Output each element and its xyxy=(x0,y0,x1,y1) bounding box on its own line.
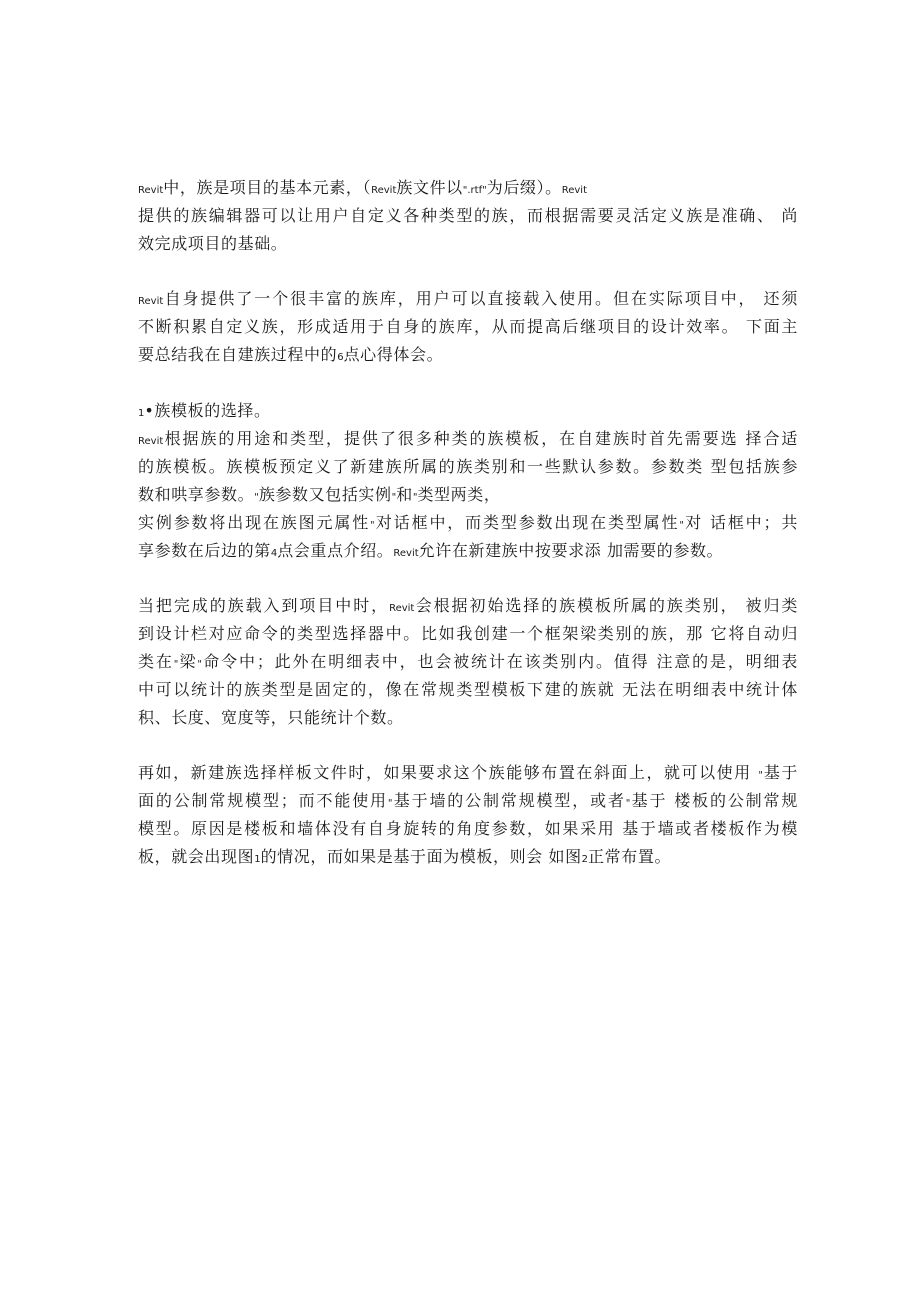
text-segment: 当把完成的族载入到项目中时， xyxy=(138,596,390,615)
text-segment: 数和哄享参数。 xyxy=(138,485,255,504)
latin-inline-text: " xyxy=(370,520,375,531)
text-line xyxy=(138,509,798,537)
text-segment: 提供的族编辑器可以让用户自定义各种类型的族，而根据需要灵活定义族是准确、 尚 xyxy=(138,206,798,225)
text-segment: 为后缀）。 xyxy=(486,178,562,197)
line-content xyxy=(138,847,671,866)
paragraph-face-based-template xyxy=(138,759,798,871)
line-content xyxy=(138,485,500,504)
text-segment: 根据族的用途和类型，提供了很多种类的族模板，在自建族时首先需要选 择合适 xyxy=(163,429,798,448)
text-line xyxy=(138,787,798,815)
line-content xyxy=(138,401,271,420)
latin-inline-text: " xyxy=(391,492,397,503)
text-segment: 基于 xyxy=(762,763,799,782)
text-line xyxy=(138,537,798,565)
text-line xyxy=(138,592,798,620)
text-segment: 会根据初始选择的族模板所属的族类别， 被归类 xyxy=(414,596,798,615)
text-segment: 不断积累自定义族，形成适用于自身的族库，从而提高后继项目的设计效率。 下面主 xyxy=(138,317,798,336)
latin-inline-text: " xyxy=(758,770,763,781)
text-segment: 的情况，而如果是基于面为模板，则会 如图 xyxy=(260,847,582,866)
text-segment: 享参数在后边的第 xyxy=(138,541,271,560)
line-content xyxy=(138,509,798,537)
line-content xyxy=(138,425,798,453)
text-segment: 效完成项目的基础。 xyxy=(138,234,288,253)
text-segment: 类型两类， xyxy=(417,485,501,504)
latin-inline-text: Revit xyxy=(393,548,419,559)
text-segment: 要总结我在自建族过程中的 xyxy=(138,345,338,364)
text-segment: 正常布置。 xyxy=(588,847,672,866)
latin-inline-text: ".rtf" xyxy=(462,185,487,196)
line-content xyxy=(138,453,798,481)
text-line xyxy=(138,815,798,843)
latin-inline-text: " xyxy=(173,659,179,670)
paragraph-family-library xyxy=(138,285,798,369)
paragraph-intro xyxy=(138,174,798,258)
text-segment: 和 xyxy=(396,485,413,504)
paragraph-family-category xyxy=(138,592,798,732)
text-line xyxy=(138,648,798,676)
text-line xyxy=(138,397,798,425)
latin-inline-text: 1 xyxy=(138,408,145,419)
text-segment: 族参数又包括实例 xyxy=(258,485,392,504)
latin-inline-text: Revit xyxy=(371,185,397,196)
text-segment: 中，族是项目的基本元素，（ xyxy=(163,178,372,197)
text-segment: 对话框中，而类型参数出现在类型属性 xyxy=(374,513,680,532)
latin-inline-text: " xyxy=(679,520,684,531)
line-content xyxy=(138,178,587,197)
line-content xyxy=(138,234,287,253)
text-line xyxy=(138,425,798,453)
text-line xyxy=(138,676,798,704)
line-content xyxy=(138,285,798,313)
line-content xyxy=(138,592,798,620)
text-line xyxy=(138,341,798,369)
text-segment: 点心得体会。 xyxy=(343,345,444,364)
text-line xyxy=(138,174,798,202)
text-line xyxy=(138,759,798,787)
text-line xyxy=(138,453,798,481)
latin-inline-text: Revit xyxy=(389,603,415,614)
text-line xyxy=(138,843,798,871)
text-line xyxy=(138,704,798,732)
latin-inline-text: Revit xyxy=(138,185,164,196)
line-content xyxy=(138,815,798,843)
text-line xyxy=(138,481,798,509)
latin-inline-text: " xyxy=(197,659,203,670)
text-segment: •族模板的选择。 xyxy=(144,401,271,420)
latin-inline-text: Revit xyxy=(138,436,164,447)
latin-inline-text: Revit xyxy=(138,296,164,307)
text-line xyxy=(138,202,798,230)
text-line xyxy=(138,285,798,313)
text-line xyxy=(138,313,798,341)
line-content xyxy=(138,648,798,676)
line-content xyxy=(138,345,443,364)
text-segment: 中可以统计的族类型是固定的，像在常规类型模板下建的族就 无法在明细表中统计体 xyxy=(138,680,798,699)
latin-inline-text: 1 xyxy=(254,854,261,865)
text-segment: 再如，新建族选择样板文件时，如果要求这个族能够布置在斜面上，就可以使用 xyxy=(138,763,759,782)
latin-inline-text: " xyxy=(625,798,631,809)
latin-inline-text: " xyxy=(254,492,259,503)
text-segment: 的族模板。族模板预定义了新建族所属的族类别和一些默认参数。参数类 型包括族参 xyxy=(138,457,798,476)
latin-inline-text: 6 xyxy=(337,352,344,363)
line-content xyxy=(138,541,723,560)
text-segment: 实例参数将出现在族图元属性 xyxy=(138,513,371,532)
text-segment: 命令中；此外在明细表中，也会被统计在该类别内。值得 注意的是，明细表 xyxy=(202,652,798,671)
paragraph-template-selection xyxy=(138,397,798,565)
latin-inline-text: " xyxy=(412,492,418,503)
text-segment: 板，就会出现图 xyxy=(138,847,255,866)
text-segment: 允许在新建族中按要求添 加需要的参数。 xyxy=(418,541,724,560)
line-content xyxy=(138,759,798,787)
text-segment: 点会重点介绍。 xyxy=(277,541,394,560)
text-segment: 族文件以 xyxy=(396,178,463,197)
line-content xyxy=(138,676,798,704)
text-segment: 类在 xyxy=(138,652,174,671)
text-segment: 自身提供了一个很丰富的族库，用户可以直接载入使用。但在实际项目中， 还须 xyxy=(163,289,798,308)
line-content xyxy=(138,620,798,648)
line-content xyxy=(138,202,798,230)
text-line xyxy=(138,620,798,648)
text-segment: 基于墙的公制常规模型，或者 xyxy=(392,791,626,810)
latin-inline-text: 2 xyxy=(581,854,589,865)
text-segment: 对 话框中；共 xyxy=(683,513,798,532)
text-segment: 积、长度、宽度等，只能统计个数。 xyxy=(138,708,404,727)
text-segment: 基于 楼板的公制常规 xyxy=(630,791,798,810)
line-content xyxy=(138,787,798,815)
line-content xyxy=(138,313,798,341)
line-content xyxy=(138,708,404,727)
text-segment: 到设计栏对应命令的类型选择器中。比如我创建一个框架梁类别的族，那 它将自动归 xyxy=(138,624,798,643)
text-segment: 模型。原因是楼板和墙体没有自身旋转的角度参数，如果采用 基于墙或者楼板作为模 xyxy=(138,819,798,838)
text-segment: 面的公制常规模型；而不能使用 xyxy=(138,791,388,810)
latin-inline-text: 4 xyxy=(270,548,278,559)
latin-inline-text: " xyxy=(387,798,393,809)
text-segment: 梁 xyxy=(178,652,198,671)
text-line xyxy=(138,230,798,258)
latin-inline-text: Revit xyxy=(561,185,588,196)
